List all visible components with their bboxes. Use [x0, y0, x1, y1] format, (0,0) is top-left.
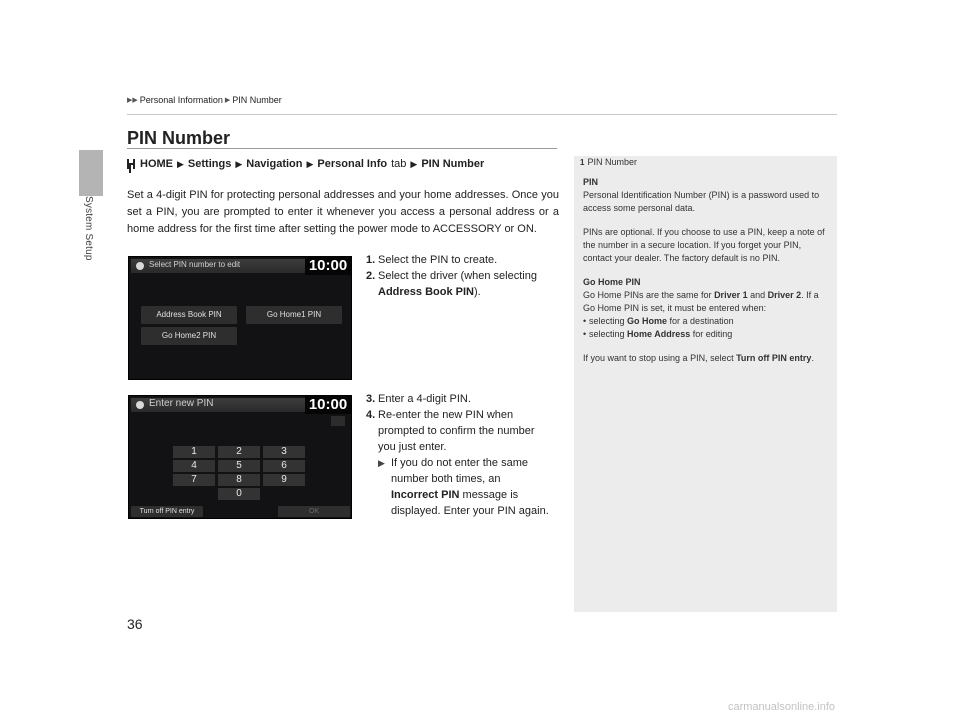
address-book-pin-button[interactable]: Address Book PIN — [141, 306, 237, 324]
path-arrow-icon: ▶ — [235, 158, 243, 169]
step-2-bold: Address Book PIN — [378, 286, 474, 298]
sidebar-para-1: Personal Identification Number (PIN) is a password used to access some personal data. — [583, 190, 820, 213]
bullet-icon: • — [583, 329, 587, 339]
chapter-tab-marker — [79, 150, 103, 196]
path-navigation: Navigation — [246, 158, 303, 170]
sidebar-para-3: Go Home PINs are the same for Driver 1 and Driver 2. If a Go Home PIN is set, it must be entered when: — [583, 290, 819, 313]
step-1-number: 1. — [366, 254, 376, 266]
home-button-icon — [127, 159, 136, 169]
sidebar-bullet-2: • selecting Home Address for editing — [583, 329, 733, 339]
step-4-line-2: prompted to confirm the number — [378, 425, 535, 437]
note-bold: Incorrect PIN — [391, 489, 460, 501]
sidebar-header-text: PIN Number — [587, 157, 637, 167]
key-7[interactable]: 7 — [173, 474, 215, 486]
note-line-1: If you do not enter the same — [391, 457, 528, 469]
breadcrumb — [127, 95, 282, 105]
title-divider — [127, 148, 557, 149]
delete-key[interactable] — [331, 416, 345, 426]
chapter-label: System Setup — [83, 196, 94, 261]
turn-off-pin-entry-button[interactable]: Turn off PIN entry — [131, 506, 203, 517]
step-2-number: 2. — [366, 270, 376, 282]
go-home1-pin-button[interactable]: Go Home1 PIN — [246, 306, 342, 324]
go-home2-pin-button[interactable]: Go Home2 PIN — [141, 327, 237, 345]
path-personal-info: Personal Info — [317, 158, 388, 170]
breadcrumb-arrow-icon: ▶ — [224, 97, 231, 104]
steps-1-2 — [366, 252, 537, 300]
step-4-number: 4. — [366, 409, 376, 421]
key-9[interactable]: 9 — [263, 474, 305, 486]
note-line-3-end: message is — [459, 489, 519, 501]
screen-clock: 10:00 — [305, 257, 351, 275]
key-4[interactable]: 4 — [173, 460, 215, 472]
key-0[interactable]: 0 — [218, 488, 260, 500]
screen-clock: 10:00 — [305, 396, 351, 414]
path-settings: Settings — [187, 158, 232, 170]
back-icon — [136, 262, 144, 270]
key-5[interactable]: 5 — [218, 460, 260, 472]
path-arrow-icon: ▶ — [177, 158, 184, 169]
bullet-icon: • — [583, 316, 587, 326]
page-title: PIN Number — [127, 128, 231, 148]
reference-icon: 1 — [580, 157, 585, 167]
breadcrumb-personal-info: Personal Information — [139, 95, 223, 105]
ok-button[interactable]: OK — [278, 506, 350, 517]
key-8[interactable]: 8 — [218, 474, 260, 486]
path-pin-number: PIN Number — [421, 158, 485, 170]
note-line-2: number both times, an — [391, 473, 501, 485]
screen-select-pin — [128, 256, 352, 380]
note-arrow-icon: ▶ — [378, 458, 385, 468]
sidebar-heading-go-home: Go Home PIN — [583, 277, 641, 287]
step-4-line-3: you just enter. — [378, 441, 447, 453]
note-line-4: displayed. Enter your PIN again. — [391, 505, 549, 517]
breadcrumb-arrow-icon: ▶▶ — [127, 97, 138, 104]
breadcrumb-pin-number: PIN Number — [232, 95, 282, 105]
path-tab-word: tab — [391, 158, 407, 170]
screen-title: Enter new PIN — [149, 398, 214, 409]
intro-paragraph: Set a 4-digit PIN for protecting personal addresses and your home addresses. Once you set a PIN, you are prompted to enter it whenever you access a personal address or a home address for the first time after setting the power mode to ACCESSORY or ON. — [127, 189, 559, 235]
step-2-end: ). — [473, 286, 481, 298]
path-arrow-icon: ▶ — [306, 158, 314, 169]
step-2-text: Select the driver (when selecting — [378, 270, 537, 282]
watermark: carmanualsonline.info — [728, 701, 836, 713]
key-1[interactable]: 1 — [173, 446, 215, 458]
key-3[interactable]: 3 — [263, 446, 305, 458]
sidebar-para-2: PINs are optional. If you choose to use a PIN, keep a note of the number in a secure location. If you forget your PIN, contact your dealer. The factory default is no PIN. — [583, 227, 825, 263]
steps-3-4 — [366, 391, 549, 519]
key-2[interactable]: 2 — [218, 446, 260, 458]
step-3-number: 3. — [366, 393, 376, 405]
page-number: 36 — [127, 616, 143, 632]
key-6[interactable]: 6 — [263, 460, 305, 472]
sidebar-bullet-1: • selecting Go Home for a destination — [583, 316, 734, 326]
step-1-text: Select the PIN to create. — [378, 254, 498, 266]
step-3-text: Enter a 4-digit PIN. — [378, 393, 471, 405]
step-4-line-1: Re-enter the new PIN when — [378, 409, 514, 421]
screen-enter-pin — [128, 395, 352, 519]
sidebar-para-4: If you want to stop using a PIN, select Turn off PIN entry. — [583, 353, 814, 363]
back-icon — [136, 401, 144, 409]
path-arrow-icon: ▶ — [410, 158, 418, 169]
sidebar-heading-pin: PIN — [583, 177, 599, 187]
sidebar-header — [580, 157, 637, 167]
path-home: HOME — [140, 158, 173, 170]
menu-path — [127, 158, 484, 170]
screen-title: Select PIN number to edit — [149, 260, 241, 269]
header-divider — [127, 114, 837, 115]
sidebar-body — [583, 176, 829, 365]
